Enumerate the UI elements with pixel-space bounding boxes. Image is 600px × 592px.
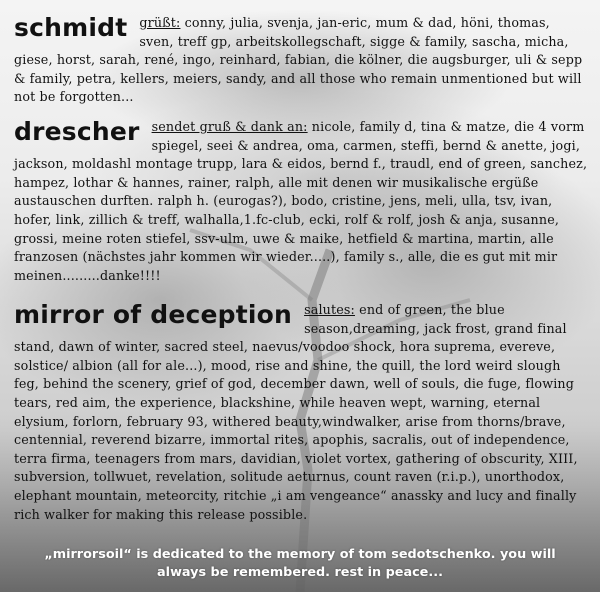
drescher-greetings-list: nicole, family d, tina & matze, die 4 vorm spiegel, seei & andrea, oma, carmen, steffi, bernd & anette, jogi, jackson, moldashl montage trupp, lara & eidos, bernd f., traudl, end of green, sanchez, hampez, lothar & hannes, rainer, ralph, alle mit denen wir musikalische ergüße austauschen durften. ralph h. (eurogas?), bodo, cristine, jens, meli, ulla, tsv, ivan, hofer, link, zillich & treff, walhalla,1.fc-club, ecki, rolf & rolf, josh & anja, susanne, grossi, meine roten stiefel, ssv-ulm, uwe & maike, hetfield & martina, martin, alle franzosen (nächstes jahr kommen wir wieder.....), family s., alle, die es gut mit mir meinen.........danke!!!! (14, 119, 588, 283)
mirror-of-deception-section (14, 301, 588, 524)
schmidt-heading: schmidt (14, 13, 128, 42)
schmidt-section (14, 14, 588, 107)
schmidt-greetings-list: conny, julia, svenja, jan-eric, mum & dad, höni, thomas, sven, treff gp, arbeitskollegschaft, sigge & family, sascha, micha, giese, horst, sarah, rené, ingo, reinhard, fabian, die kölner, die augsburger, uli & sepp & family, petra, kellers, meiers, sandy, and all those who remain unmentioned but will not be forgotten... (14, 15, 583, 105)
schmidt-greetings-lead: grüßt: (139, 15, 181, 30)
mirror-of-deception-heading: mirror of deception (14, 300, 293, 329)
drescher-section (14, 118, 588, 285)
drescher-heading: drescher (14, 117, 140, 146)
mirror-of-deception-salutes-text (14, 301, 588, 524)
mirror-of-deception-salutes-list: end of green, the blue season,dreaming, jack frost, grand final stand, dawn of winter, sacred steel, naevus/voodoo shock, hora suprema, evereve, solstice/ albion (all for ale...), mood, rise and shine, the quill, the lord weird slough feg, behind the scenery, grief of god, december dawn, well of souls, die fuge, flowing tears, red aim, the experience, blackshine, while heaven wept, warning, eternal elysium, forlorn, february 93, withered beauty,windwalker, arise from thorns/brave, centennial, reverend bizarre, immortal rites, apophis, sacralis, out of independence, terra firma, teenagers from mars, davidian, violet vortex, gathering of obscurity, XIII, subversion, tollwuet, revelation, solitude aeturnus, count raven (r.i.p.), unorthodox, elephant mountain, meteorcity, ritchie „i am vengeance“ anassky and lucy and finally rich walker for making this release possible. (14, 302, 578, 522)
dedication-text: „mirrorsoil“ is dedicated to the memory of tom sedotschenko. you will always be remembered. rest in peace... (44, 547, 556, 580)
mirror-of-deception-salutes-lead: salutes: (304, 302, 355, 317)
drescher-greetings-lead: sendet gruß & dank an: (151, 119, 308, 134)
